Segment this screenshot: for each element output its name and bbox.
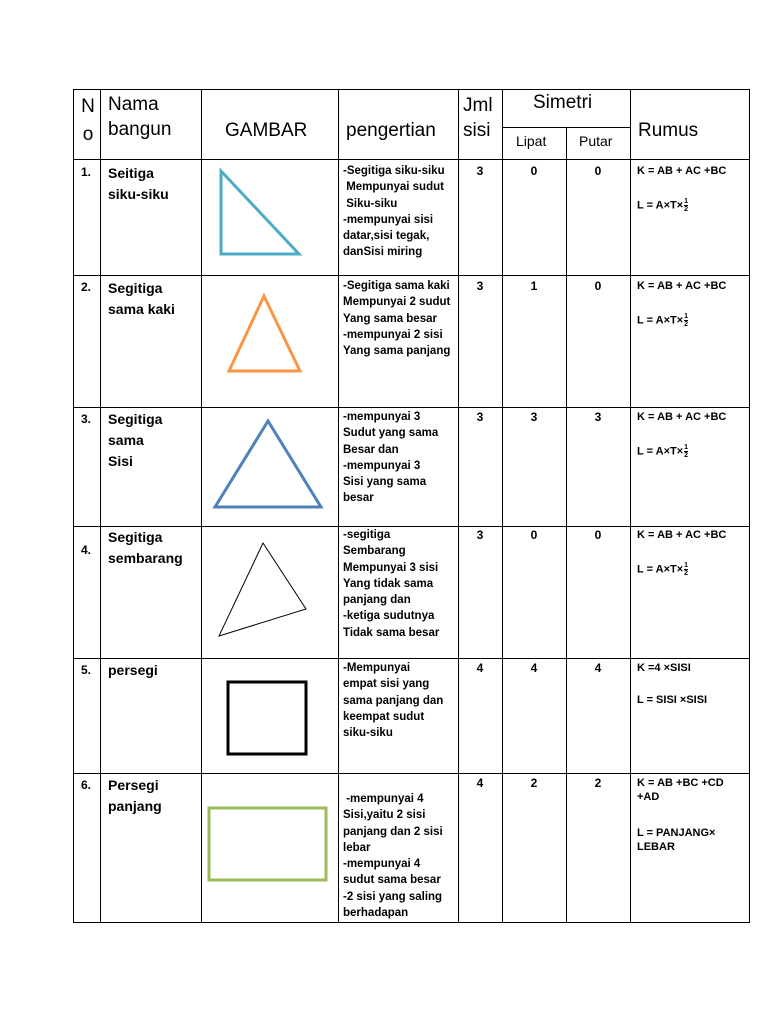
lipat-value: 3: [530, 410, 538, 424]
bangun-datar-table: [73, 89, 750, 923]
definition-text: -mempunyai 4 Sisi,yaitu 2 sisi panjang dan 2 sisi lebar -mempunyai 4 sudut sama besar -2 sisi yang saling berhadapan: [343, 793, 443, 920]
fraction-half: $\frac{1}{2}$: [684, 562, 689, 577]
shape-name: Seitiga siku-siku: [108, 165, 169, 202]
rectangle-image: [207, 806, 329, 882]
row-number: 6.: [81, 778, 92, 792]
rumus-keliling: K = AB +BC +CD +AD: [637, 777, 724, 803]
rumus-keliling: K = AB + AC +BC: [637, 529, 727, 541]
header-putar: Putar: [579, 133, 613, 149]
rumus-keliling: K =4 ×SISI: [637, 662, 691, 674]
jml-sisi-value: 3: [476, 164, 484, 178]
definition-text: -segitiga Sembarang Mempunyai 3 sisi Yang tidak sama panjang dan -ketiga sudutnya Tidak sama besar: [343, 529, 440, 639]
header-lipat: Lipat: [516, 133, 547, 149]
row-number: 4.: [81, 543, 92, 557]
row-number: 1.: [81, 165, 92, 179]
putar-value: 2: [594, 776, 602, 790]
shape-name: Segitiga sembarang: [108, 529, 183, 566]
fraction-half: $\frac{1}{2}$: [684, 313, 689, 328]
jml-sisi-value: 4: [476, 776, 484, 790]
putar-value: 0: [594, 164, 602, 178]
header-simetri: Simetri: [533, 92, 593, 113]
rumus-luas: L = A×T× $\frac{1}{2}$: [637, 313, 689, 328]
shape-name: Persegi panjang: [108, 777, 162, 814]
lipat-value: 4: [530, 661, 538, 675]
header-no: N o: [81, 96, 95, 145]
rumus-keliling: K = AB + AC +BC: [637, 165, 727, 177]
definition-text: -mempunyai 3 Sudut yang sama Besar dan -mempunyai 3 Sisi yang sama besar: [343, 411, 439, 505]
lipat-value: 2: [530, 776, 538, 790]
shape-name: Segitiga sama kaki: [108, 280, 175, 317]
header-nama: Nama bangun: [108, 94, 172, 140]
rumus-luas: L = A×T× $\frac{1}{2}$: [637, 198, 689, 213]
header-gambar: GAMBAR: [225, 120, 308, 141]
putar-value: 0: [594, 528, 602, 542]
equilateral-triangle-image: [211, 416, 325, 512]
shape-name: persegi: [108, 662, 158, 678]
rumus-luas: L = SISI ×SISI: [637, 694, 708, 706]
rumus-keliling: K = AB + AC +BC: [637, 280, 727, 292]
rumus-luas: L = A×T× $\frac{1}{2}$: [637, 444, 689, 459]
header-pengertian: pengertian: [346, 120, 436, 141]
definition-text: -Segitiga sama kaki Mempunyai 2 sudut Yang sama besar -mempunyai 2 sisi Yang sama panjang: [343, 280, 451, 358]
shape-name: Segitiga sama Sisi: [108, 411, 163, 469]
definition-text: -Mempunyai empat sisi yang sama panjang dan keempat sudut siku-siku: [343, 662, 444, 740]
fraction-half: $\frac{1}{2}$: [684, 444, 689, 459]
lipat-value: 0: [530, 164, 538, 178]
row-number: 2.: [81, 280, 92, 294]
header-rumus: Rumus: [638, 120, 699, 141]
putar-value: 3: [594, 410, 602, 424]
jml-sisi-value: 3: [476, 528, 484, 542]
putar-value: 0: [594, 279, 602, 293]
rumus-keliling: K = AB + AC +BC: [637, 411, 727, 423]
header-jml-sisi: Jml sisi: [463, 95, 493, 141]
rumus-luas: L = A×T× $\frac{1}{2}$: [637, 562, 689, 577]
lipat-value: 0: [530, 528, 538, 542]
row-number: 3.: [81, 412, 92, 426]
isosceles-triangle-image: [221, 289, 309, 379]
row-number: 5.: [81, 663, 92, 677]
lipat-value: 1: [530, 279, 538, 293]
putar-value: 4: [594, 661, 602, 675]
jml-sisi-value: 3: [476, 410, 484, 424]
right-triangle-image: [213, 167, 313, 259]
rumus-luas: L = PANJANG× LEBAR: [637, 827, 716, 853]
jml-sisi-value: 3: [476, 279, 484, 293]
jml-sisi-value: 4: [476, 661, 484, 675]
scalene-triangle-image: [213, 539, 313, 641]
square-image: [225, 679, 309, 759]
definition-text: -Segitiga siku-siku Mempunyai sudut Siku-siku -mempunyai sisi datar,sisi tegak, danSisi miring: [343, 165, 445, 259]
fraction-half: $\frac{1}{2}$: [684, 198, 689, 213]
